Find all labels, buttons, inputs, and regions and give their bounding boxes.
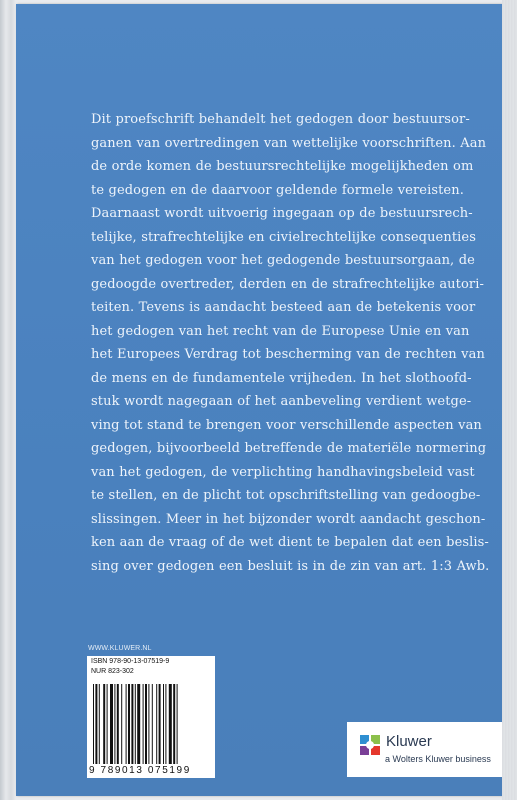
- blurb-line: Dit proefschrift behandelt het gedogen door bestuursor-: [91, 112, 470, 127]
- blurb-line: gedogen, bijvoorbeeld betreffende de materiële normering: [91, 441, 487, 456]
- barcode-stripe: [169, 684, 172, 764]
- barcode-stripe: [103, 684, 105, 764]
- nur-text: NUR 823-302: [91, 668, 134, 675]
- barcode-stripe: [159, 684, 161, 764]
- blurb-line: van het gedogen voor het gedogende bestuursorgaan, de: [91, 253, 475, 268]
- barcode-stripe: [95, 684, 97, 764]
- blurb-line: teiten. Tevens is aandacht besteed aan de betekenis voor: [91, 300, 476, 315]
- blurb-line: Daarnaast wordt uitvoerig ingegaan op de bestuursrech-: [91, 206, 473, 221]
- barcode-stripe: [99, 684, 100, 764]
- barcode-stripe: [110, 684, 113, 764]
- blurb-line: ken aan de vraag of de wet dient te bepalen dat een beslis-: [91, 535, 489, 550]
- logo-name: Kluwer: [386, 733, 432, 750]
- blurb-line: te stellen, en de plicht tot opschriftstelling van gedoogbe-: [91, 488, 481, 503]
- blurb-line: de orde komen de bestuursrechtelijke mogelijkheden om: [91, 159, 474, 174]
- barcode-stripe: [163, 684, 164, 764]
- blurb-line: van het gedogen, de verplichting handhavingsbeleid vast: [91, 464, 475, 480]
- blurb-line: de mens en de fundamentele vrijheden. In het slothoofd-: [91, 370, 472, 386]
- barcode-stripe: [148, 684, 149, 764]
- barcode-stripe: [137, 684, 140, 764]
- page-block-edge: [502, 0, 517, 800]
- publisher-url: WWW.KLUWER.NL: [88, 645, 152, 652]
- barcode-stripe: [143, 684, 144, 764]
- barcode-bars: [93, 684, 209, 764]
- barcode-stripe: [177, 684, 178, 764]
- blurb-line: het Europees Verdrag tot bescherming van de rechten van: [91, 347, 485, 362]
- blurb-line: telijke, strafrechtelijke en civielrechtelijke consequenties: [91, 229, 476, 245]
- barcode-label: [87, 656, 215, 778]
- publisher-logo: [347, 722, 502, 777]
- blurb-line: ving tot stand te brengen voor verschillende aspecten van: [91, 417, 482, 433]
- logo-tagline: a Wolters Kluwer business: [385, 754, 491, 764]
- barcode-stripe: [152, 684, 153, 764]
- barcode-stripe: [128, 684, 130, 764]
- barcode-stripe: [121, 684, 122, 764]
- barcode-stripe: [126, 684, 127, 764]
- barcode-stripe: [114, 684, 115, 764]
- isbn-text: ISBN 978-90-13-07519-9: [91, 658, 170, 665]
- barcode-stripe: [135, 684, 136, 764]
- blurb-line: het gedogen van het recht van de Europese Unie en van: [91, 323, 470, 339]
- blurb-line: slissingen. Meer in het bijzonder wordt aandacht geschon-: [91, 511, 486, 527]
- blurb-line: gedoogde overtreder, derden en de strafrechtelijke autori-: [91, 276, 484, 292]
- barcode-stripe: [93, 684, 94, 764]
- blurb-line: sing over gedogen een besluit is in de zin van art. 1:3 Awb.: [91, 558, 490, 574]
- barcode-digits: 9 789013 075199: [89, 765, 191, 776]
- barcode-stripe: [107, 684, 108, 764]
- blurb-line: te gedogen en de daarvoor geldende formele vereisten.: [91, 182, 464, 198]
- blurb-line: ganen van overtredingen van wettelijke voorschriften. Aan: [91, 135, 487, 151]
- barcode-stripe: [145, 684, 147, 764]
- barcode-stripe: [117, 684, 119, 764]
- barcode-stripe: [131, 684, 133, 764]
- cover-blurb: [91, 108, 490, 578]
- barcode-stripe: [165, 684, 166, 764]
- barcode-stripe: [173, 684, 175, 764]
- kluwer-logo-icon: [359, 734, 381, 756]
- barcode-stripe: [156, 684, 157, 764]
- blurb-line: stuk wordt nagegaan of het aanbeveling verdient wetge-: [91, 394, 472, 409]
